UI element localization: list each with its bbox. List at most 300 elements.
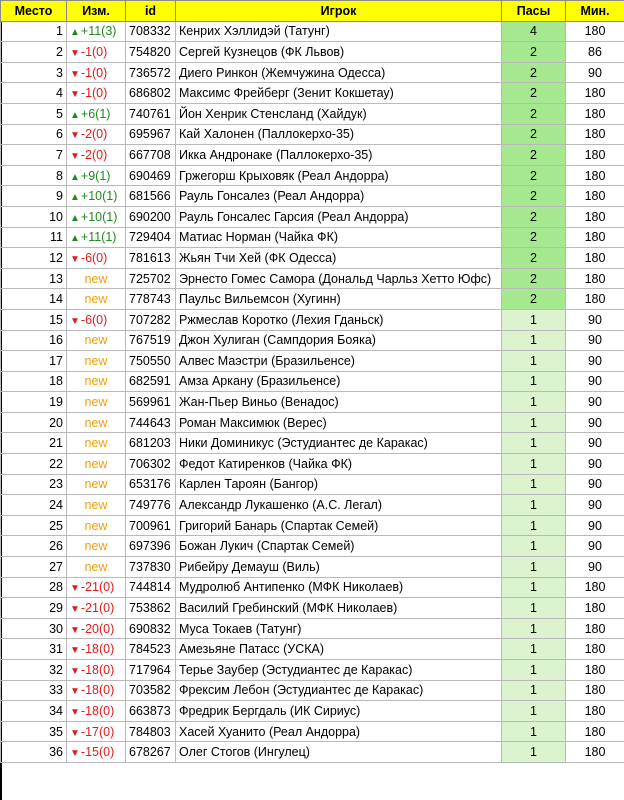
cell-id[interactable]: 706302: [126, 454, 176, 475]
cell-pos[interactable]: 14: [1, 289, 67, 310]
cell-minutes[interactable]: 90: [566, 392, 624, 413]
cell-minutes[interactable]: 180: [566, 165, 624, 186]
cell-pos[interactable]: 19: [1, 392, 67, 413]
triangle-down-icon: ▼: [70, 665, 80, 677]
cell-id[interactable]: 686802: [126, 83, 176, 104]
cell-id[interactable]: 667708: [126, 145, 176, 166]
cell-minutes[interactable]: 90: [566, 474, 624, 495]
cell-pos[interactable]: 35: [1, 721, 67, 742]
change-value: -2(0): [80, 127, 108, 142]
cell-minutes[interactable]: 90: [566, 412, 624, 433]
cell-player[interactable]: Сергей Кузнецов (ФК Львов): [176, 42, 502, 63]
cell-pos[interactable]: 13: [1, 268, 67, 289]
cell-player[interactable]: Гржегорш Крыховяк (Реал Андорра): [176, 165, 502, 186]
cell-player[interactable]: Рауль Гонсалез (Реал Андорра): [176, 186, 502, 207]
cell-passes[interactable]: 2: [502, 248, 566, 269]
cell-pos[interactable]: 21: [1, 433, 67, 454]
cell-player[interactable]: Рибейру Демауш (Виль): [176, 557, 502, 578]
cell-player[interactable]: Терье Заубер (Эстудиантес де Каракас): [176, 660, 502, 681]
cell-pos[interactable]: 16: [1, 330, 67, 351]
table-row: [1, 536, 624, 557]
cell-passes[interactable]: 2: [502, 165, 566, 186]
cell-id[interactable]: 690200: [126, 206, 176, 227]
cell-id[interactable]: 690469: [126, 165, 176, 186]
change-new-label: new: [84, 271, 108, 286]
cell-pos[interactable]: 8: [1, 165, 67, 186]
triangle-down-icon: ▼: [70, 686, 80, 698]
cell-minutes[interactable]: 90: [566, 536, 624, 557]
cell-minutes[interactable]: 180: [566, 103, 624, 124]
cell-change[interactable]: [67, 598, 126, 619]
cell-change[interactable]: [67, 371, 126, 392]
cell-change[interactable]: [67, 412, 126, 433]
cell-passes[interactable]: 1: [502, 371, 566, 392]
header-minutes[interactable]: Мин.: [566, 1, 624, 22]
cell-pos[interactable]: 27: [1, 557, 67, 578]
cell-pos[interactable]: 22: [1, 454, 67, 475]
cell-passes[interactable]: 2: [502, 289, 566, 310]
triangle-down-icon: ▼: [70, 253, 80, 265]
table-row: [1, 721, 624, 742]
cell-id[interactable]: 767519: [126, 330, 176, 351]
cell-id[interactable]: 750550: [126, 351, 176, 372]
cell-pos[interactable]: 36: [1, 742, 67, 763]
table-row: [1, 742, 624, 763]
cell-minutes[interactable]: 86: [566, 42, 624, 63]
cell-player[interactable]: Икка Андронаке (Паллокерхо-35): [176, 145, 502, 166]
cell-minutes[interactable]: 180: [566, 227, 624, 248]
cell-passes[interactable]: 1: [502, 454, 566, 475]
cell-change[interactable]: [67, 392, 126, 413]
cell-passes[interactable]: 1: [502, 515, 566, 536]
cell-minutes[interactable]: 90: [566, 351, 624, 372]
cell-minutes[interactable]: 180: [566, 639, 624, 660]
header-change[interactable]: Изм.: [67, 1, 126, 22]
cell-change[interactable]: [67, 103, 126, 124]
cell-change[interactable]: [67, 680, 126, 701]
cell-player[interactable]: Диего Ринкон (Жемчужина Одесса): [176, 62, 502, 83]
triangle-down-icon: ▼: [70, 47, 80, 59]
cell-player[interactable]: Джон Хулиган (Сампдория Бояка): [176, 330, 502, 351]
cell-id[interactable]: 784803: [126, 721, 176, 742]
cell-passes[interactable]: 2: [502, 268, 566, 289]
cell-id[interactable]: 653176: [126, 474, 176, 495]
cell-id[interactable]: 700961: [126, 515, 176, 536]
change-value: -6(0): [80, 312, 108, 327]
change-value: -17(0): [80, 724, 115, 739]
change-value: +10(1): [80, 209, 118, 224]
cell-pos[interactable]: 10: [1, 206, 67, 227]
cell-passes[interactable]: 2: [502, 83, 566, 104]
cell-change[interactable]: [67, 557, 126, 578]
table-row: [1, 103, 624, 124]
cell-minutes[interactable]: 180: [566, 577, 624, 598]
cell-passes[interactable]: 1: [502, 557, 566, 578]
change-value: -2(0): [80, 147, 108, 162]
cell-passes[interactable]: 1: [502, 577, 566, 598]
cell-player[interactable]: Жан-Пьер Виньо (Венадос): [176, 392, 502, 413]
table-row: [1, 392, 624, 413]
cell-pos[interactable]: 2: [1, 42, 67, 63]
cell-id[interactable]: 744643: [126, 412, 176, 433]
cell-player[interactable]: Александр Лукашенко (А.С. Легал): [176, 495, 502, 516]
cell-passes[interactable]: 2: [502, 186, 566, 207]
table-row: [1, 124, 624, 145]
cell-id[interactable]: 778743: [126, 289, 176, 310]
cell-passes[interactable]: 1: [502, 598, 566, 619]
cell-id[interactable]: 697396: [126, 536, 176, 557]
cell-passes[interactable]: 2: [502, 145, 566, 166]
cell-pos[interactable]: 12: [1, 248, 67, 269]
cell-minutes[interactable]: 180: [566, 248, 624, 269]
change-value: -1(0): [80, 65, 108, 80]
cell-player[interactable]: Эрнесто Гомес Самора (Дональд Чарльз Хетто Юфс): [176, 268, 502, 289]
cell-passes[interactable]: 1: [502, 660, 566, 681]
cell-passes[interactable]: 4: [502, 21, 566, 42]
cell-minutes[interactable]: 90: [566, 62, 624, 83]
cell-passes[interactable]: 1: [502, 474, 566, 495]
cell-pos[interactable]: 4: [1, 83, 67, 104]
change-new-label: new: [84, 292, 108, 307]
cell-pos[interactable]: 7: [1, 145, 67, 166]
cell-change[interactable]: [67, 536, 126, 557]
cell-passes[interactable]: 1: [502, 618, 566, 639]
cell-id[interactable]: 681203: [126, 433, 176, 454]
table-row: [1, 577, 624, 598]
cell-id[interactable]: 682591: [126, 371, 176, 392]
header-player[interactable]: Игрок: [176, 1, 502, 22]
cell-id[interactable]: 737830: [126, 557, 176, 578]
cell-id[interactable]: 749776: [126, 495, 176, 516]
cell-passes[interactable]: 2: [502, 124, 566, 145]
cell-passes[interactable]: 1: [502, 495, 566, 516]
triangle-down-icon: ▼: [70, 624, 80, 636]
cell-pos[interactable]: 9: [1, 186, 67, 207]
cell-player[interactable]: Фрексим Лебон (Эстудиантес де Каракас): [176, 680, 502, 701]
cell-passes[interactable]: 2: [502, 206, 566, 227]
cell-passes[interactable]: 1: [502, 536, 566, 557]
change-value: -1(0): [80, 86, 108, 101]
cell-pos[interactable]: 25: [1, 515, 67, 536]
change-new-label: new: [84, 374, 108, 389]
table-row: [1, 227, 624, 248]
table-row: [1, 474, 624, 495]
cell-pos[interactable]: 34: [1, 701, 67, 722]
cell-minutes[interactable]: 90: [566, 433, 624, 454]
table-row: [1, 165, 624, 186]
triangle-up-icon: ▲: [70, 212, 80, 224]
change-value: -21(0): [80, 601, 115, 616]
triangle-down-icon: ▼: [70, 604, 80, 616]
cell-id[interactable]: 678267: [126, 742, 176, 763]
cell-player[interactable]: Кай Халонен (Паллокерхо-35): [176, 124, 502, 145]
cell-player[interactable]: Хасей Хуанито (Реал Андорра): [176, 721, 502, 742]
cell-id[interactable]: 784523: [126, 639, 176, 660]
cell-minutes[interactable]: 180: [566, 145, 624, 166]
cell-change[interactable]: [67, 21, 126, 42]
cell-change[interactable]: [67, 721, 126, 742]
cell-id[interactable]: 695967: [126, 124, 176, 145]
cell-pos[interactable]: 23: [1, 474, 67, 495]
table-row: [1, 495, 624, 516]
cell-change[interactable]: [67, 618, 126, 639]
cell-id[interactable]: 744814: [126, 577, 176, 598]
change-new-label: new: [84, 436, 108, 451]
cell-player[interactable]: Фредрик Бергдаль (ИК Сириус): [176, 701, 502, 722]
cell-passes[interactable]: 1: [502, 721, 566, 742]
cell-minutes[interactable]: 180: [566, 660, 624, 681]
table-row: [1, 83, 624, 104]
cell-player[interactable]: Роман Максимюк (Верес): [176, 412, 502, 433]
cell-minutes[interactable]: 90: [566, 515, 624, 536]
triangle-down-icon: ▼: [70, 315, 80, 327]
cell-pos[interactable]: 26: [1, 536, 67, 557]
cell-pos[interactable]: 1: [1, 21, 67, 42]
cell-minutes[interactable]: 180: [566, 83, 624, 104]
cell-change[interactable]: [67, 639, 126, 660]
cell-change[interactable]: [67, 145, 126, 166]
cell-change[interactable]: [67, 701, 126, 722]
change-value: -20(0): [80, 621, 115, 636]
cell-player[interactable]: Алвес Маэстри (Бразильенсе): [176, 351, 502, 372]
cell-pos[interactable]: 5: [1, 103, 67, 124]
cell-change[interactable]: [67, 268, 126, 289]
change-value: -18(0): [80, 683, 115, 698]
cell-passes[interactable]: 1: [502, 309, 566, 330]
cell-pos[interactable]: 3: [1, 62, 67, 83]
cell-passes[interactable]: 1: [502, 639, 566, 660]
cell-passes[interactable]: 1: [502, 392, 566, 413]
change-new-label: new: [84, 333, 108, 348]
cell-change[interactable]: [67, 186, 126, 207]
triangle-down-icon: ▼: [70, 583, 80, 595]
cell-player[interactable]: Максимс Фрейберг (Зенит Кокшетау): [176, 83, 502, 104]
cell-pos[interactable]: 24: [1, 495, 67, 516]
change-value: +11(1): [80, 230, 117, 245]
cell-id[interactable]: 569961: [126, 392, 176, 413]
cell-change[interactable]: [67, 515, 126, 536]
cell-change[interactable]: [67, 248, 126, 269]
cell-passes[interactable]: 2: [502, 62, 566, 83]
header-pos[interactable]: Место: [1, 1, 67, 22]
cell-pos[interactable]: 31: [1, 639, 67, 660]
cell-passes[interactable]: 2: [502, 103, 566, 124]
cell-change[interactable]: [67, 62, 126, 83]
table-row: [1, 557, 624, 578]
cell-player[interactable]: Божан Лукич (Спартак Семей): [176, 536, 502, 557]
change-value: -18(0): [80, 703, 115, 718]
cell-passes[interactable]: 2: [502, 227, 566, 248]
header-id[interactable]: id: [126, 1, 176, 22]
cell-id[interactable]: 753862: [126, 598, 176, 619]
cell-change[interactable]: [67, 433, 126, 454]
cell-player[interactable]: Кенрих Хэллидэй (Татунг): [176, 21, 502, 42]
table-row: [1, 289, 624, 310]
cell-change[interactable]: [67, 351, 126, 372]
cell-passes[interactable]: 1: [502, 433, 566, 454]
cell-change[interactable]: [67, 330, 126, 351]
cell-minutes[interactable]: 180: [566, 742, 624, 763]
triangle-down-icon: ▼: [70, 748, 80, 760]
cell-change[interactable]: [67, 227, 126, 248]
table-row: [1, 145, 624, 166]
cell-minutes[interactable]: 180: [566, 721, 624, 742]
cell-minutes[interactable]: 180: [566, 701, 624, 722]
triangle-up-icon: ▲: [70, 192, 80, 204]
table-row: [1, 454, 624, 475]
table-row: [1, 186, 624, 207]
cell-change[interactable]: [67, 83, 126, 104]
cell-minutes[interactable]: 180: [566, 124, 624, 145]
change-value: +9(1): [80, 168, 111, 183]
table-row: [1, 701, 624, 722]
cell-change[interactable]: [67, 206, 126, 227]
cell-player[interactable]: Йон Хенрик Стенсланд (Хайдук): [176, 103, 502, 124]
cell-passes[interactable]: 2: [502, 42, 566, 63]
change-new-label: new: [84, 559, 108, 574]
cell-change[interactable]: [67, 165, 126, 186]
cell-id[interactable]: 725702: [126, 268, 176, 289]
header-row: [1, 1, 624, 22]
triangle-up-icon: ▲: [70, 233, 80, 245]
cell-player[interactable]: Карлен Тароян (Бангор): [176, 474, 502, 495]
change-value: +6(1): [80, 106, 111, 121]
cell-change[interactable]: [67, 289, 126, 310]
cell-pos[interactable]: 20: [1, 412, 67, 433]
cell-change[interactable]: [67, 454, 126, 475]
cell-passes[interactable]: 1: [502, 680, 566, 701]
cell-id[interactable]: 708332: [126, 21, 176, 42]
cell-pos[interactable]: 33: [1, 680, 67, 701]
change-new-label: new: [84, 456, 108, 471]
cell-minutes[interactable]: 180: [566, 186, 624, 207]
cell-player[interactable]: Мудролюб Антипенко (МФК Николаев): [176, 577, 502, 598]
cell-player[interactable]: Амезьяне Патасс (УСКА): [176, 639, 502, 660]
cell-change[interactable]: [67, 474, 126, 495]
cell-player[interactable]: Федот Катиренков (Чайка ФК): [176, 454, 502, 475]
cell-minutes[interactable]: 180: [566, 680, 624, 701]
table-row: [1, 330, 624, 351]
cell-minutes[interactable]: 90: [566, 330, 624, 351]
cell-pos[interactable]: 18: [1, 371, 67, 392]
table-row: [1, 351, 624, 372]
change-value: -6(0): [80, 250, 108, 265]
cell-minutes[interactable]: 180: [566, 289, 624, 310]
change-new-label: new: [84, 498, 108, 513]
change-value: -18(0): [80, 642, 115, 657]
cell-pos[interactable]: 6: [1, 124, 67, 145]
change-value: -1(0): [80, 44, 108, 59]
table-row: [1, 515, 624, 536]
cell-change[interactable]: [67, 42, 126, 63]
cell-player[interactable]: Василий Гребинский (МФК Николаев): [176, 598, 502, 619]
cell-player[interactable]: Матиас Норман (Чайка ФК): [176, 227, 502, 248]
change-new-label: new: [84, 477, 108, 492]
triangle-down-icon: ▼: [70, 130, 80, 142]
cell-player[interactable]: Паульс Вильемсон (Хугинн): [176, 289, 502, 310]
cell-pos[interactable]: 30: [1, 618, 67, 639]
cell-change[interactable]: [67, 577, 126, 598]
triangle-up-icon: ▲: [70, 109, 80, 121]
cell-passes[interactable]: 1: [502, 330, 566, 351]
cell-id[interactable]: 736572: [126, 62, 176, 83]
cell-pos[interactable]: 15: [1, 309, 67, 330]
cell-pos[interactable]: 11: [1, 227, 67, 248]
cell-id[interactable]: 681566: [126, 186, 176, 207]
table-row: [1, 639, 624, 660]
table-row: [1, 598, 624, 619]
cell-id[interactable]: 663873: [126, 701, 176, 722]
cell-player[interactable]: Амза Аркану (Бразильенсе): [176, 371, 502, 392]
cell-change[interactable]: [67, 660, 126, 681]
cell-minutes[interactable]: 90: [566, 371, 624, 392]
table-row: [1, 206, 624, 227]
cell-change[interactable]: [67, 495, 126, 516]
table-row: [1, 618, 624, 639]
table-row: [1, 660, 624, 681]
cell-minutes[interactable]: 180: [566, 206, 624, 227]
cell-id[interactable]: 703582: [126, 680, 176, 701]
cell-passes[interactable]: 1: [502, 701, 566, 722]
cell-player[interactable]: Ники Доминикус (Эстудиантес де Каракас): [176, 433, 502, 454]
change-value: -18(0): [80, 662, 115, 677]
cell-pos[interactable]: 28: [1, 577, 67, 598]
cell-change[interactable]: [67, 309, 126, 330]
cell-id[interactable]: 690832: [126, 618, 176, 639]
cell-minutes[interactable]: 90: [566, 454, 624, 475]
cell-player[interactable]: Ржмеслав Коротко (Лехия Гданьск): [176, 309, 502, 330]
table-row: [1, 42, 624, 63]
cell-minutes[interactable]: 180: [566, 618, 624, 639]
change-new-label: new: [84, 415, 108, 430]
cell-player[interactable]: Рауль Гонсалес Гарсия (Реал Андорра): [176, 206, 502, 227]
triangle-up-icon: ▲: [70, 27, 80, 39]
change-new-label: new: [84, 395, 108, 410]
cell-id[interactable]: 717964: [126, 660, 176, 681]
cell-minutes[interactable]: 180: [566, 268, 624, 289]
table-row: [1, 248, 624, 269]
triangle-down-icon: ▼: [70, 89, 80, 101]
cell-change[interactable]: [67, 124, 126, 145]
cell-id[interactable]: 740761: [126, 103, 176, 124]
cell-minutes[interactable]: 180: [566, 598, 624, 619]
cell-pos[interactable]: 29: [1, 598, 67, 619]
cell-pos[interactable]: 32: [1, 660, 67, 681]
cell-player[interactable]: Олег Стогов (Ингулец): [176, 742, 502, 763]
cell-player[interactable]: Муса Токаев (Татунг): [176, 618, 502, 639]
table-row: [1, 268, 624, 289]
cell-passes[interactable]: 1: [502, 742, 566, 763]
cell-id[interactable]: 707282: [126, 309, 176, 330]
cell-change[interactable]: [67, 742, 126, 763]
change-new-label: new: [84, 539, 108, 554]
cell-id[interactable]: 729404: [126, 227, 176, 248]
cell-player[interactable]: Жьян Тчи Хей (ФК Одесса): [176, 248, 502, 269]
cell-passes[interactable]: 1: [502, 351, 566, 372]
cell-minutes[interactable]: 90: [566, 495, 624, 516]
cell-id[interactable]: 781613: [126, 248, 176, 269]
cell-pos[interactable]: 17: [1, 351, 67, 372]
cell-player[interactable]: Григорий Банарь (Спартак Семей): [176, 515, 502, 536]
cell-id[interactable]: 754820: [126, 42, 176, 63]
cell-minutes[interactable]: 90: [566, 557, 624, 578]
header-passes[interactable]: Пасы: [502, 1, 566, 22]
cell-minutes[interactable]: 90: [566, 309, 624, 330]
table-row: [1, 371, 624, 392]
triangle-down-icon: ▼: [70, 68, 80, 80]
cell-minutes[interactable]: 180: [566, 21, 624, 42]
cell-passes[interactable]: 1: [502, 412, 566, 433]
